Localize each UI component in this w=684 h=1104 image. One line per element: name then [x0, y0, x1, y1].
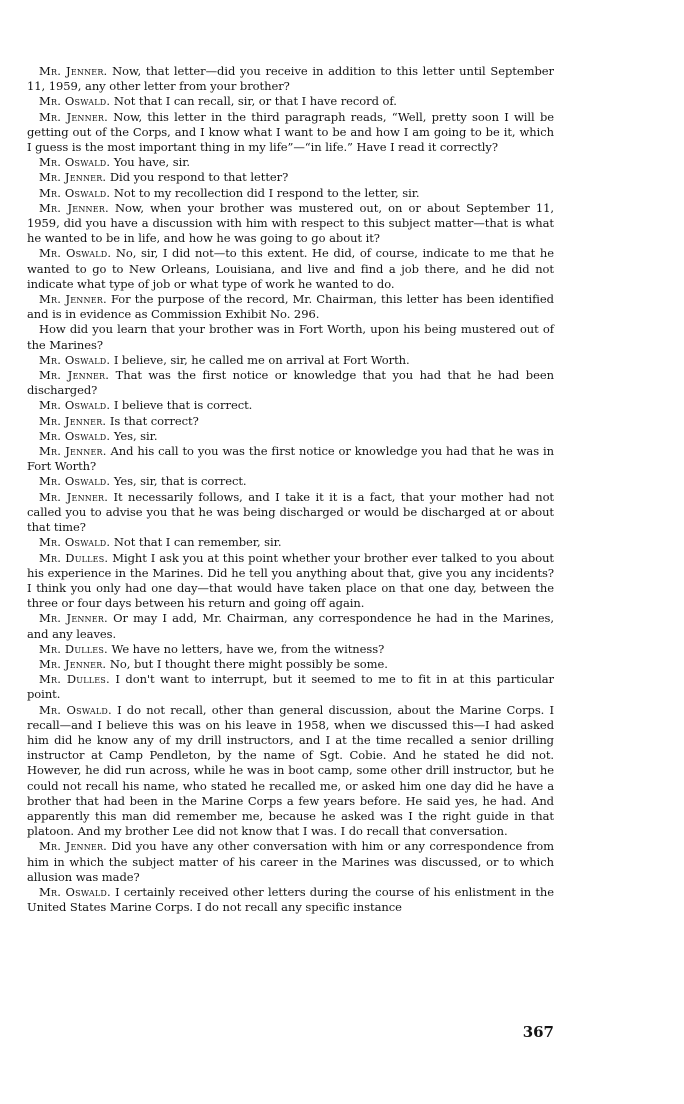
- speaker-name: Mr. Jenner.: [39, 839, 108, 854]
- speaker-name: Mr. Oswald.: [39, 155, 111, 170]
- transcript-paragraph: [27, 170, 554, 185]
- paragraph-text: And his call to you was the first notice or knowledge you had that he was in Fort Worth?: [27, 444, 554, 474]
- paragraph-text: I believe, sir, he called me on arrival at Fort Worth.: [113, 352, 410, 367]
- paragraph-text: Not that I can recall, sir, or that I have record of.: [113, 94, 397, 109]
- paragraph-text: Not that I can remember, sir.: [113, 535, 282, 550]
- transcript-paragraph: [27, 885, 554, 915]
- paragraph-text: I believe that is correct.: [113, 398, 253, 413]
- paragraph-text: Not to my recollection did I respond to the letter, sir.: [113, 185, 420, 200]
- transcript-paragraph: [27, 155, 554, 170]
- paragraph-text: No, sir, I did not—to this extent. He did, of course, indicate to me that he wanted to go to New Orleans, Louisiana, and live and find a job there, and he did not indicate what type of job or what type of work he wanted to do.: [27, 246, 555, 291]
- speaker-name: Mr. Jenner.: [39, 611, 108, 626]
- transcript-paragraph: [27, 657, 554, 672]
- speaker-name: Mr. Oswald.: [39, 535, 111, 550]
- paragraph-text: Is that correct?: [109, 413, 199, 428]
- speaker-name: Mr. Jenner.: [39, 292, 107, 307]
- transcript-paragraph: [27, 322, 554, 352]
- transcript-paragraph: [27, 246, 554, 292]
- speaker-name: Mr. Oswald.: [39, 884, 111, 899]
- paragraph-text: That was the first notice or knowledge that you had that he had been discharged?: [27, 368, 554, 398]
- paragraph-text: Yes, sir.: [113, 428, 158, 443]
- transcript-paragraph: [27, 672, 554, 702]
- page-number: 367: [522, 1023, 554, 1041]
- transcript-paragraph: [27, 398, 554, 413]
- paragraph-text: It necessarily follows, and I take it it is a fact, that your mother had not called you to advise you that he was being discharged or would be discharged at or about that time?: [27, 489, 555, 535]
- transcript-paragraph: [27, 64, 554, 94]
- paragraph-text: I do not recall, other than general discussion, about the Marine Corps. I recall—and I believe this was on his leave in 1958, when we discussed this—I had asked him did he know any of my drill instructors, and I at the time recalled a senior drilling instructor at Camp Pendleton, by the name of Sgt. Cobie. And he stated he did not. However, he did run across, while he was in boot camp, some other drill instructor, but he could not recall his name, who stated he recalled me, or asked him one day did he have a brother that had been in the Marine Corps a few years before. He said yes, he had. And apparently this man did remember me, because he asked was I the right guide in that platoon. And my brother Lee did not know that I was. I do recall that conversation.: [27, 702, 555, 839]
- speaker-name: Mr. Jenner.: [39, 656, 107, 671]
- transcript-paragraph: [27, 186, 554, 201]
- speaker-name: Mr. Jenner.: [39, 368, 110, 383]
- testimony-transcript: [27, 64, 554, 915]
- transcript-paragraph: [27, 642, 554, 657]
- speaker-name: Mr. Oswald.: [39, 246, 112, 261]
- transcript-paragraph: [27, 703, 554, 840]
- transcript-paragraph: [27, 551, 554, 612]
- transcript-paragraph: [27, 94, 554, 109]
- transcript-paragraph: [27, 490, 554, 536]
- speaker-name: Mr. Jenner.: [39, 170, 107, 185]
- paragraph-text: Yes, sir, that is correct.: [113, 474, 247, 489]
- transcript-paragraph: [27, 201, 554, 247]
- paragraph-text: You have, sir.: [113, 155, 191, 170]
- speaker-name: Mr. Jenner.: [39, 413, 107, 428]
- speaker-name: Mr. Jenner.: [39, 444, 107, 459]
- speaker-name: Mr. Oswald.: [39, 185, 111, 200]
- paragraph-text: Did you have any other conversation with him or any correspondence from him in which the subject matter of his career in the Marines was discussed, or to which allusion was made?: [27, 839, 554, 884]
- speaker-name: Mr. Oswald.: [39, 94, 111, 109]
- paragraph-text: Now, when your brother was mustered out, on or about September 11, 1959, did you have a discussion with him with respect to this subject matter—that is what he wanted to be in life, and how he was going to go about it?: [27, 200, 555, 246]
- transcript-paragraph: [27, 368, 554, 398]
- transcript-paragraph: [27, 353, 554, 368]
- speaker-name: Mr. Dulles.: [39, 672, 110, 687]
- paragraph-text: I certainly received other letters during the course of his enlistment in the United States Marine Corps. I do not recall any specific instance: [27, 884, 555, 915]
- speaker-name: Mr. Jenner.: [39, 109, 108, 124]
- speaker-name: Mr. Oswald.: [39, 428, 111, 443]
- paragraph-text: We have no letters, have we, from the witness?: [111, 641, 385, 656]
- paragraph-text: Now, that letter—did you receive in addition to this letter until September 11, 1959, any other letter from your brother?: [27, 64, 554, 94]
- speaker-name: Mr. Dulles.: [39, 550, 109, 565]
- speaker-name: Mr. Jenner.: [39, 64, 108, 78]
- transcript-paragraph: [27, 110, 554, 156]
- transcript-paragraph: [27, 474, 554, 489]
- speaker-name: Mr. Dulles.: [39, 641, 108, 656]
- paragraph-text: Or may I add, Mr. Chairman, any correspondence he had in the Marines, and any leaves.: [27, 611, 554, 641]
- transcript-paragraph: [27, 414, 554, 429]
- transcript-paragraph: [27, 444, 554, 474]
- paragraph-text: No, but I thought there might possibly be some.: [109, 656, 388, 671]
- paragraph-text: For the purpose of the record, Mr. Chairman, this letter has been identified and is in evidence as Commission Exhibit No. 296.: [27, 292, 554, 322]
- paragraph-text: Now, this letter in the third paragraph reads, “Well, pretty soon I will be getting out of the Corps, and I know what I want to be and how I am going to be it, which I guess is the most important thing in my life”—“in life.” Have I read it correctly?: [27, 109, 555, 155]
- speaker-name: Mr. Oswald.: [39, 352, 111, 367]
- transcript-paragraph: [27, 611, 554, 641]
- transcript-paragraph: [27, 839, 554, 885]
- transcript-paragraph: [27, 292, 554, 322]
- paragraph-text: How did you learn that your brother was in Fort Worth, upon his being mustered out of the Marines?: [27, 322, 554, 352]
- paragraph-text: I don't want to interrupt, but it seemed to me to fit in at this particular point.: [27, 672, 554, 702]
- paragraph-text: Might I ask you at this point whether your brother ever talked to you about his experience in the Marines. Did he tell you anything about that, give you any incidents? I think you only had one day—that would have taken place on that one day, between the three or four days between his return and going off again.: [27, 550, 554, 611]
- speaker-name: Mr. Oswald.: [39, 398, 111, 413]
- transcript-paragraph: [27, 535, 554, 550]
- speaker-name: Mr. Oswald.: [39, 702, 112, 717]
- paragraph-text: Did you respond to that letter?: [109, 170, 289, 185]
- speaker-name: Mr. Jenner.: [39, 489, 109, 504]
- speaker-name: Mr. Jenner.: [39, 200, 109, 215]
- speaker-name: Mr. Oswald.: [39, 474, 111, 489]
- transcript-paragraph: [27, 429, 554, 444]
